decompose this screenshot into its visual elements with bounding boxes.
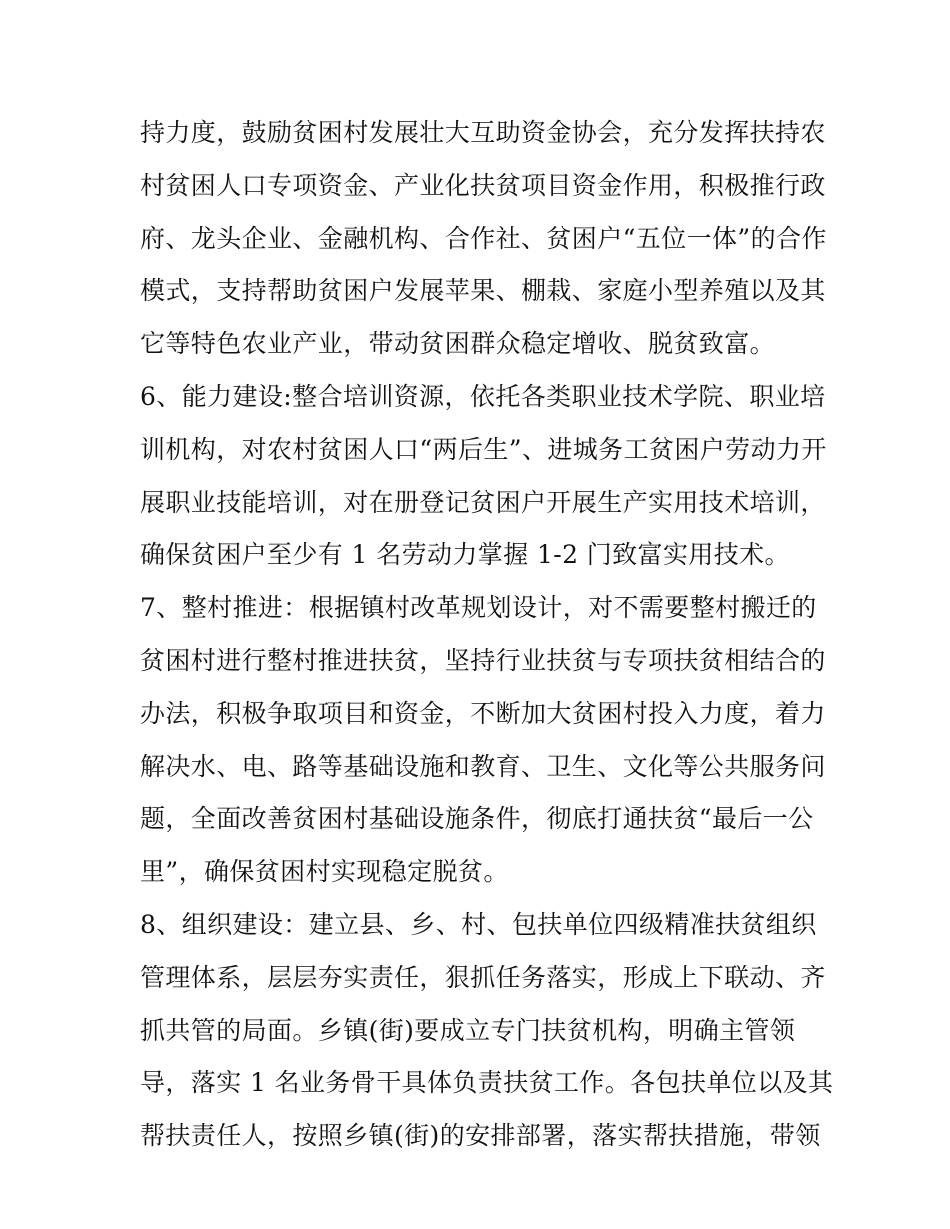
text-line: 题，全面改善贫困村基础设施条件，彻底打通扶贫“最后一公 [140, 804, 814, 834]
text-line: 6、能力建设:整合培训资源，依托各类职业技术学院、职业培 [140, 381, 826, 411]
text-line: 模式，支持帮助贫困户发展苹果、棚栽、家庭小型养殖以及其 [140, 276, 826, 306]
text-line: 贫困村进行整村推进扶贫，坚持行业扶贫与专项扶贫相结合的 [140, 645, 826, 675]
text-line: 导，落实 1 名业务骨干具体负责扶贫工作。各包扶单位以及其 [140, 1068, 834, 1098]
text-line: 管理体系，层层夯实责任，狠抓任务落实，形成上下联动、齐 [140, 962, 826, 992]
text-line: 村贫困人口专项资金、产业化扶贫项目资金作用，积极推行政 [140, 170, 826, 200]
text-line: 抓共管的局面。乡镇(街)要成立专门扶贫机构，明确主管领 [140, 1015, 796, 1045]
text-line: 它等特色农业产业，带动贫困群众稳定增收、脱贫致富。 [140, 329, 776, 359]
text-line: 展职业技能培训，对在册登记贫困户开展生产实用技术培训， [140, 487, 826, 517]
text-line: 7、整村推进：根据镇村改革规划设计，对不需要整村搬迁的 [140, 593, 817, 623]
text-line: 训机构，对农村贫困人口“两后生”、进城务工贫困户劳动力开 [140, 434, 827, 464]
text-line: 确保贫困户至少有 1 名劳动力掌握 1-2 门致富实用技术。 [140, 540, 790, 570]
text-line: 持力度，鼓励贫困村发展壮大互助资金协会，充分发挥扶持农 [140, 118, 826, 147]
text-line: 里”，确保贫困村实现稳定脱贫。 [140, 857, 509, 887]
text-line: 8、组织建设：建立县、乡、村、包扶单位四级精准扶贫组织 [140, 909, 817, 939]
text-line: 解决水、电、路等基础设施和教育、卫生、文化等公共服务问 [140, 751, 826, 781]
body-text [140, 107, 834, 1163]
text-line: 办法，积极争取项目和资金，不断加大贫困村投入力度，着力 [140, 698, 826, 728]
text-line: 帮扶责任人，按照乡镇(街)的安排部署，落实帮扶措施，带领 [140, 1121, 821, 1151]
text-line: 府、龙头企业、金融机构、合作社、贫困户“五位一体”的合作 [140, 223, 827, 253]
